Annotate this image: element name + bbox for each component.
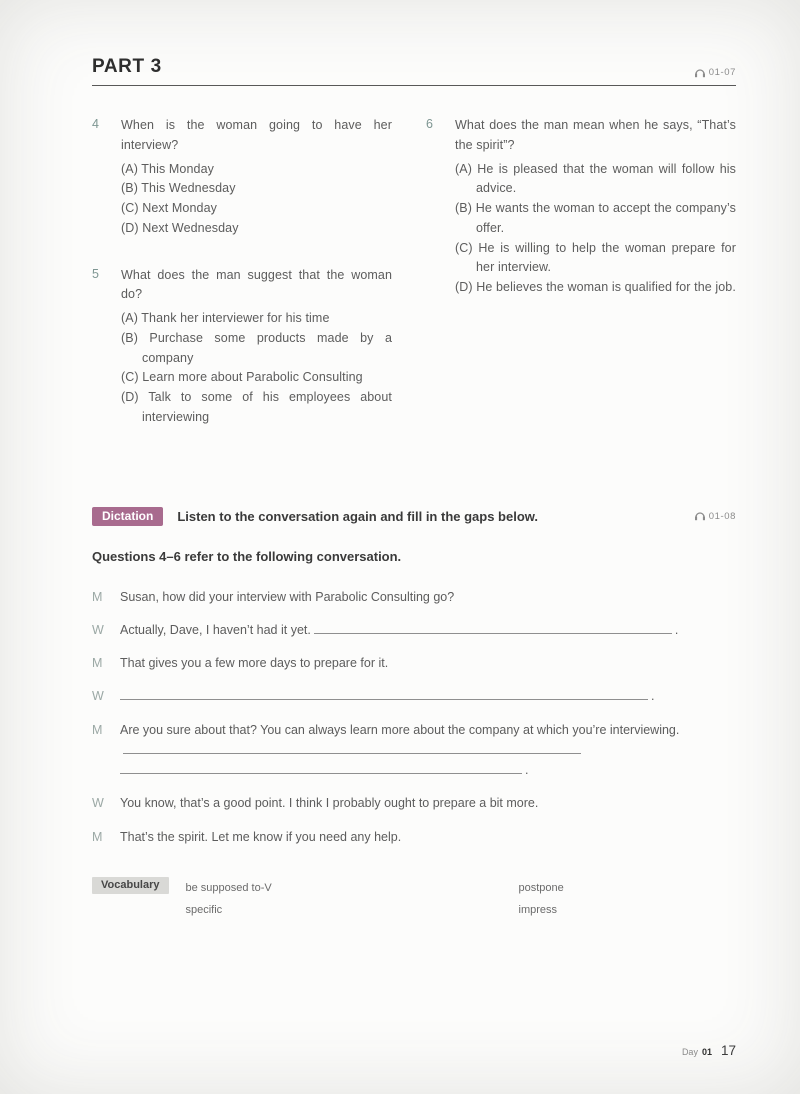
dialogue-line-3 xyxy=(92,653,736,673)
vocab-word: specific xyxy=(185,903,223,916)
header-rule xyxy=(92,85,736,86)
question-5 xyxy=(92,266,392,428)
vocab-word: be supposed to-V xyxy=(185,881,272,894)
dialogue-text: Actually, Dave, I haven’t had it yet. xyxy=(120,622,311,637)
speaker-label: W xyxy=(92,796,104,811)
blank-suffix: . xyxy=(651,689,655,704)
dialogue-text: Susan, how did your interview with Parabolic Consulting go? xyxy=(120,589,455,604)
speaker-label: M xyxy=(92,722,103,737)
dictation-subtitle: Questions 4–6 refer to the following conversation. xyxy=(92,548,402,564)
choice-b: (B) He wants the woman to accept the company’s offer. xyxy=(455,201,736,235)
dialogue-line-5 xyxy=(92,720,736,781)
choice-c: (C) He is willing to help the woman prepare for her interview. xyxy=(455,240,736,275)
dialogue-line-4 xyxy=(92,686,736,706)
choice-d: (D) Next Wednesday xyxy=(121,220,239,235)
question-body xyxy=(455,116,736,298)
dialogue-text: That gives you a few more days to prepare for it. xyxy=(120,656,389,670)
speaker-label: W xyxy=(92,689,104,704)
dictation-section xyxy=(92,507,736,847)
question-4 xyxy=(92,116,392,239)
question-number: 5 xyxy=(92,266,99,281)
vocabulary-column-2 xyxy=(519,877,564,921)
vocab-word: impress xyxy=(518,903,558,916)
choice-a: (A) This Monday xyxy=(121,161,214,176)
question-text: What does the man mean when he says, “That’s the spirit”? xyxy=(455,118,736,152)
dialogue-line-2 xyxy=(92,620,736,640)
choice-a: (A) Thank her interviewer for his time xyxy=(121,311,330,325)
choice-a: (A) He is pleased that the woman will follow his advice. xyxy=(455,161,736,196)
vocabulary-section xyxy=(92,877,736,921)
page-header xyxy=(92,56,736,78)
dialogue-text: You know, that’s a good point. I think I probably ought to prepare a bit more. xyxy=(120,796,539,811)
audio-track-dictation xyxy=(694,511,736,522)
question-text: What does the man suggest that the woman do? xyxy=(121,267,392,302)
audio-track-number: 01-08 xyxy=(708,510,736,522)
dictation-instruction: Listen to the conversation again and fill in the gaps below. xyxy=(177,508,539,524)
fill-in-blank xyxy=(123,743,581,754)
choice-c: (C) Next Monday xyxy=(121,201,217,215)
day-label: Day xyxy=(681,1047,698,1057)
dialogue xyxy=(92,587,736,847)
choice-b: (B) Purchase some products made by a company xyxy=(121,330,392,365)
audio-track-header xyxy=(694,67,736,78)
speaker-label: M xyxy=(92,656,103,670)
dialogue-text: Are you sure about that? You can always learn more about the company at which you’re interviewing. xyxy=(120,722,680,737)
speaker-label: W xyxy=(92,622,104,637)
dialogue-line-1 xyxy=(92,587,736,607)
dictation-header xyxy=(92,507,736,526)
questions-column-left xyxy=(92,116,392,455)
choice-c: (C) Learn more about Parabolic Consulting xyxy=(121,370,363,385)
blank-suffix: . xyxy=(525,763,529,777)
question-body xyxy=(121,266,392,428)
choice-d: (D) Talk to some of his employees about interviewing xyxy=(121,390,392,424)
headphones-icon xyxy=(694,68,706,78)
question-text: When is the woman going to have her interview? xyxy=(121,118,392,152)
choice-b: (B) This Wednesday xyxy=(121,181,236,196)
question-body xyxy=(121,116,392,239)
day-number: 01 xyxy=(701,1047,712,1057)
questions-column-right xyxy=(426,116,736,455)
dialogue-text: That’s the spirit. Let me know if you need any help. xyxy=(120,829,402,844)
question-6 xyxy=(426,116,736,298)
question-number: 6 xyxy=(426,117,433,131)
vocab-word: postpone xyxy=(518,881,564,894)
headphones-icon xyxy=(694,511,706,521)
questions-section xyxy=(92,116,736,455)
page-footer xyxy=(682,1043,736,1058)
blank-suffix: . xyxy=(674,622,679,637)
fill-in-blank xyxy=(120,763,522,774)
question-number: 4 xyxy=(92,117,99,131)
audio-track-number: 01-07 xyxy=(708,67,736,78)
fill-in-blank xyxy=(314,623,672,634)
speaker-label: M xyxy=(92,589,103,604)
dialogue-line-7 xyxy=(92,827,736,847)
fill-in-blank xyxy=(120,689,648,700)
dictation-badge: Dictation xyxy=(92,507,163,526)
vocabulary-label: Vocabulary xyxy=(92,877,169,894)
speaker-label: M xyxy=(92,829,103,844)
choice-d: (D) He believes the woman is qualified for the job. xyxy=(455,280,736,294)
part-title: PART 3 xyxy=(92,56,162,77)
page-number: 17 xyxy=(720,1043,736,1058)
vocabulary-column-1 xyxy=(186,877,436,921)
dialogue-line-6 xyxy=(92,793,736,813)
